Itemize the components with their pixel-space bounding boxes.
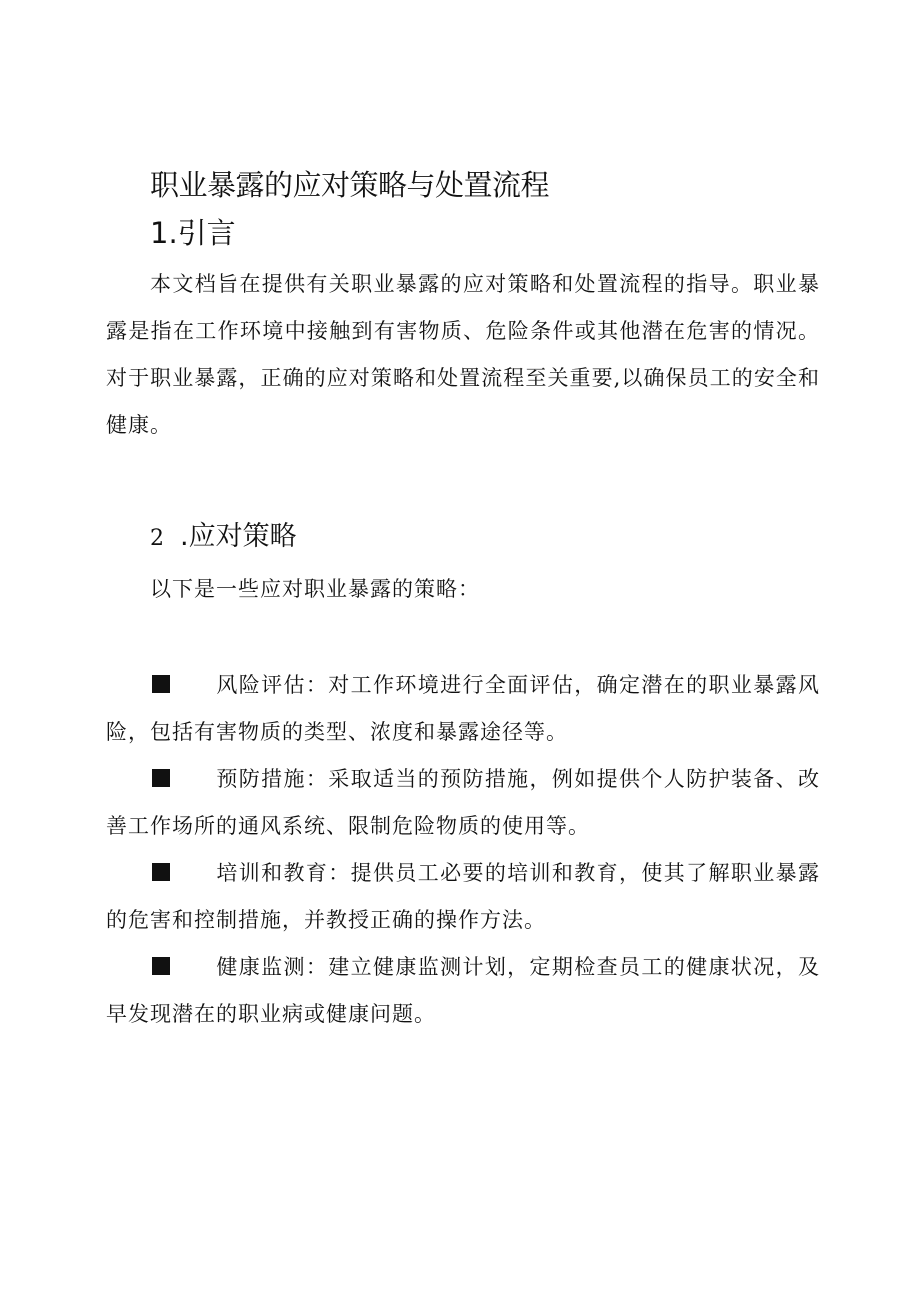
list-item-text: 风险评估：对工作环境进行全面评估，确定潜在的职业暴露风险，包括有害物质的类型、浓度和暴露途径等。 [106, 673, 820, 744]
section-heading-text: .应对策略 [180, 521, 297, 552]
square-bullet-icon [152, 957, 170, 975]
square-bullet-icon [152, 769, 170, 787]
list-item-text: 培训和教育：提供员工必要的培训和教育，使其了解职业暴露的危害和控制措施，并教授正确的操作方法。 [106, 861, 820, 932]
list-item [106, 944, 820, 1038]
section-number: 2 [150, 526, 164, 551]
section-heading-strategies [150, 516, 297, 560]
section-heading-introduction: 1.引言 [150, 216, 236, 250]
document-title: 职业暴露的应对策略与处置流程 [150, 168, 550, 202]
list-item [106, 850, 820, 944]
list-item [106, 662, 820, 756]
introduction-paragraph: 本文档旨在提供有关职业暴露的应对策略和处置流程的指导。职业暴露是指在工作环境中接触到有害物质、危险条件或其他潜在危害的情况。对于职业暴露，正确的应对策略和处置流程至关重要,以确保员工的安全和健康。 [106, 272, 820, 437]
list-item-text: 预防措施：采取适当的预防措施，例如提供个人防护装备、改善工作场所的通风系统、限制危险物质的使用等。 [106, 767, 820, 838]
list-item [106, 756, 820, 850]
square-bullet-icon [152, 675, 170, 693]
strategies-lead-text: 以下是一些应对职业暴露的策略： [150, 577, 480, 601]
square-bullet-icon [152, 863, 170, 881]
list-item-text: 健康监测：建立健康监测计划，定期检查员工的健康状况，及早发现潜在的职业病或健康问题。 [106, 955, 820, 1026]
